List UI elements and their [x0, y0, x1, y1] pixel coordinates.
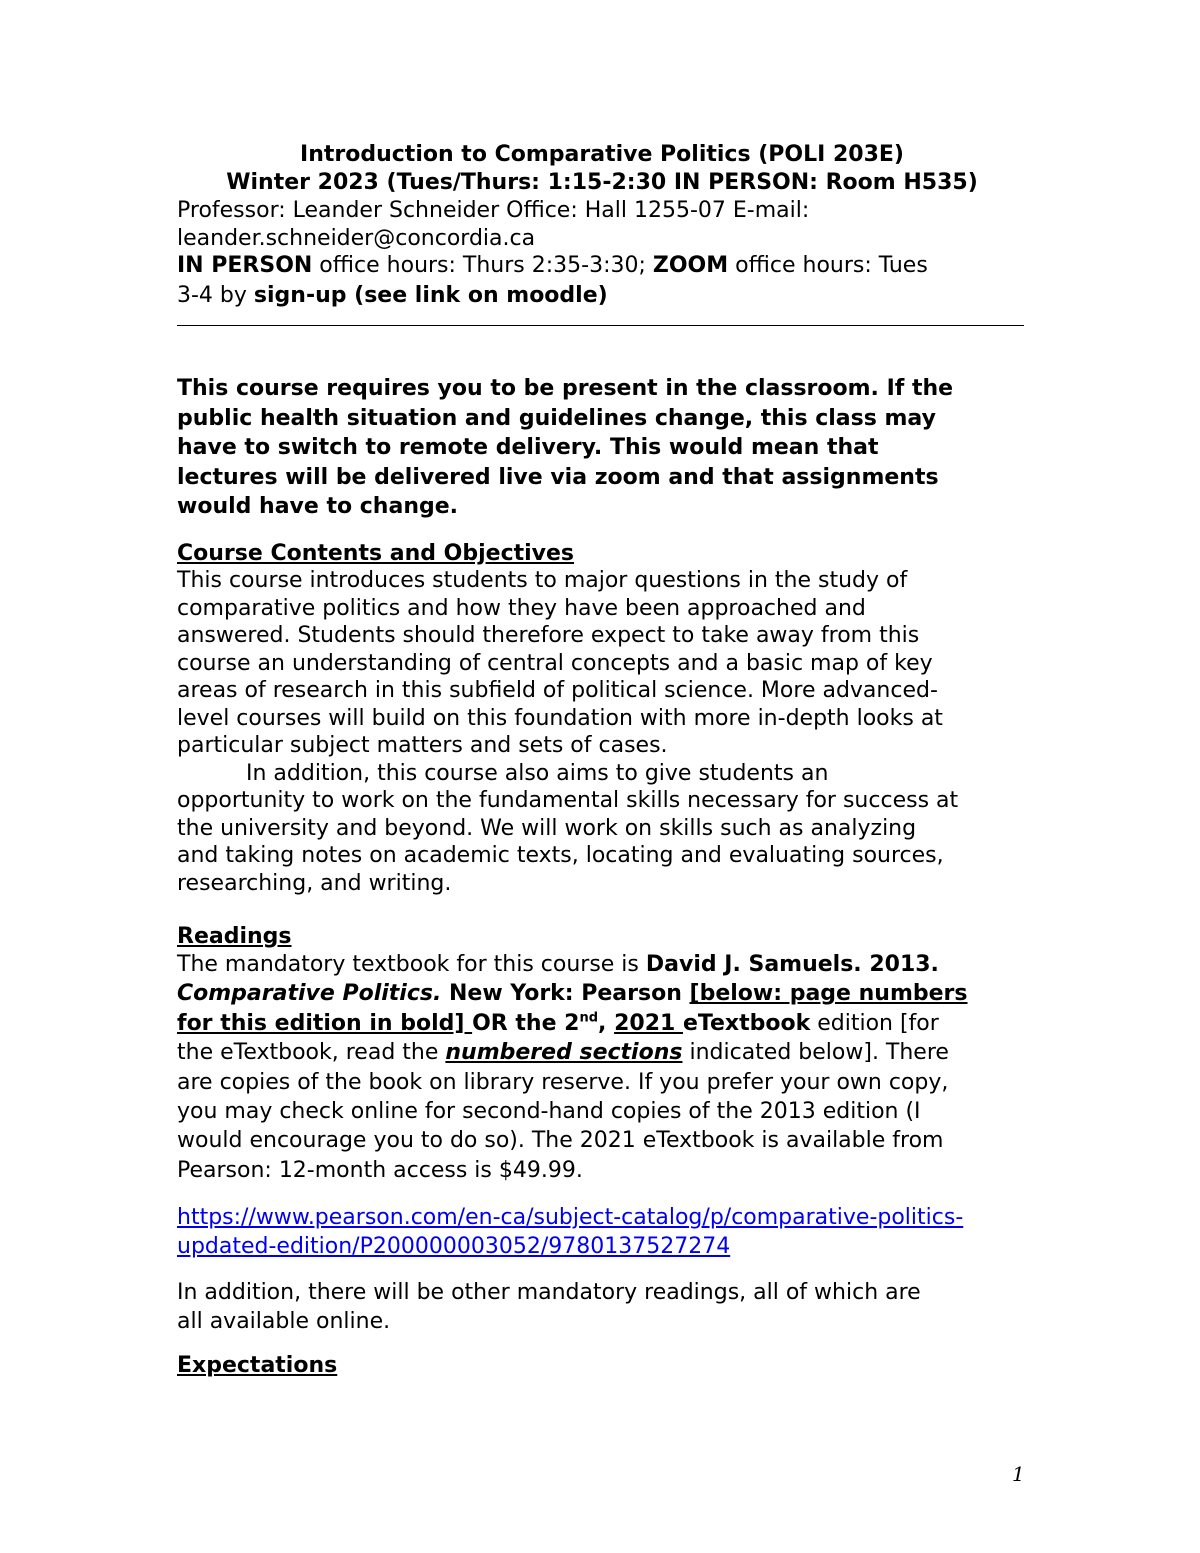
course-title: Introduction to Comparative Politics (POLI 203E) — [300, 142, 904, 167]
in-person-text: office hours: Thurs 2:35-3:30; — [312, 253, 653, 278]
page-number: 1 — [1012, 1462, 1025, 1486]
paragraph-line: you may check online for second-hand copies of the 2013 edition (I — [177, 1099, 921, 1125]
readings-paragraph — [177, 950, 1027, 1185]
section-heading-expectations: Expectations — [177, 1353, 338, 1378]
zoom-label: ZOOM — [652, 253, 729, 278]
textbook-title: Comparative Politics. — [177, 981, 442, 1007]
text-span: The mandatory textbook for this course is — [177, 952, 646, 977]
paragraph-line: all available online. — [177, 1309, 391, 1335]
notice-line: lectures will be delivered live via zoom and that assignments — [177, 464, 939, 490]
paragraph-line: level courses will build on this foundation with more in-depth looks at — [177, 705, 943, 731]
paragraph-line: Pearson: 12-month access is $49.99. — [177, 1157, 583, 1183]
in-person-notice — [177, 374, 1027, 522]
paragraph-line: comparative politics and how they have been approached and — [177, 595, 866, 621]
notice-line: have to switch to remote delivery. This would mean that — [177, 435, 879, 460]
paragraph-line — [177, 1009, 1027, 1038]
in-person-label: IN PERSON — [177, 253, 313, 278]
edition-superscript: nd — [579, 1010, 599, 1026]
page-numbers-note: [below: page numbers — [689, 981, 968, 1007]
pearson-link-line[interactable]: https://www.pearson.com/en-ca/subject-catalog/p/comparative-politics- — [177, 1205, 964, 1230]
notice-line: would have to change. — [177, 494, 459, 519]
signup-text: sign-up (see link on moodle) — [253, 283, 608, 308]
notice-line: This course requires you to be present in the classroom. If the — [177, 376, 954, 401]
edition-text: , — [598, 1010, 615, 1036]
paragraph-line: opportunity to work on the fundamental skills necessary for success at — [177, 788, 959, 813]
paragraph-line: particular subject matters and sets of cases. — [177, 733, 668, 758]
paragraph-line: the university and beyond. We will work on skills such as analyzing — [177, 815, 917, 841]
paragraph-line — [177, 950, 1027, 979]
section-heading-readings: Readings — [177, 924, 292, 949]
header-divider — [177, 325, 1024, 326]
text-span: indicated below]. There — [682, 1040, 949, 1066]
text-span: edition [for — [810, 1010, 939, 1036]
paragraph-line: In addition, this course also aims to give students an — [246, 760, 829, 786]
paragraph-line: researching, and writing. — [177, 870, 452, 896]
paragraph-line: This course introduces students to major questions in the study of — [177, 568, 908, 593]
edition-year: 2021 — [614, 1010, 683, 1036]
course-term: Winter 2023 (Tues/Thurs: 1:15-2:30 IN PERSON: Room H535) — [226, 170, 978, 195]
notice-line: public health situation and guidelines change, this class may — [177, 405, 936, 431]
paragraph-line: answered. Students should therefore expect to take away from this — [177, 623, 920, 648]
publisher: New York: Pearson — [441, 981, 690, 1007]
paragraph-line — [177, 1038, 1027, 1067]
etextbook-label: eTextbook — [682, 1010, 811, 1036]
paragraph-line: course an understanding of central concepts and a basic map of key — [177, 650, 933, 676]
office-hours-line-1 — [177, 253, 1027, 278]
professor-email: leander.schneider@concordia.ca — [177, 226, 536, 251]
paragraph-line: areas of research in this subfield of political science. More advanced- — [177, 678, 938, 703]
contents-paragraph — [177, 567, 1027, 897]
paragraph-line — [177, 979, 1027, 1008]
textbook-citation: David J. Samuels. 2013. — [645, 952, 939, 977]
office-hours-line2-text: 3-4 by — [177, 283, 254, 308]
zoom-text: office hours: Tues — [728, 253, 928, 278]
paragraph-line: and taking notes on academic texts, locating and evaluating sources, — [177, 843, 944, 868]
section-heading-contents: Course Contents and Objectives — [177, 541, 575, 566]
edition-text: OR the 2 — [472, 1010, 580, 1036]
pearson-url[interactable] — [177, 1203, 1027, 1262]
pearson-link-line[interactable]: updated-edition/P200000003052/9780137527274 — [177, 1234, 731, 1260]
paragraph-line: are copies of the book on library reserve. If you prefer your own copy, — [177, 1069, 949, 1095]
paragraph-line: would encourage you to do so). The 2021 eTextbook is available from — [177, 1128, 944, 1154]
text-span: the eTextbook, read the — [177, 1040, 446, 1066]
paragraph-line: In addition, there will be other mandatory readings, all of which are — [177, 1280, 921, 1305]
professor-line: Professor: Leander Schneider Office: Hall 1255-07 E-mail: — [177, 198, 810, 223]
other-readings-paragraph — [177, 1278, 1027, 1337]
page-numbers-note: for this edition in bold] — [177, 1010, 473, 1036]
numbered-sections: numbered sections — [445, 1040, 683, 1066]
office-hours-line-2 — [177, 283, 1027, 308]
